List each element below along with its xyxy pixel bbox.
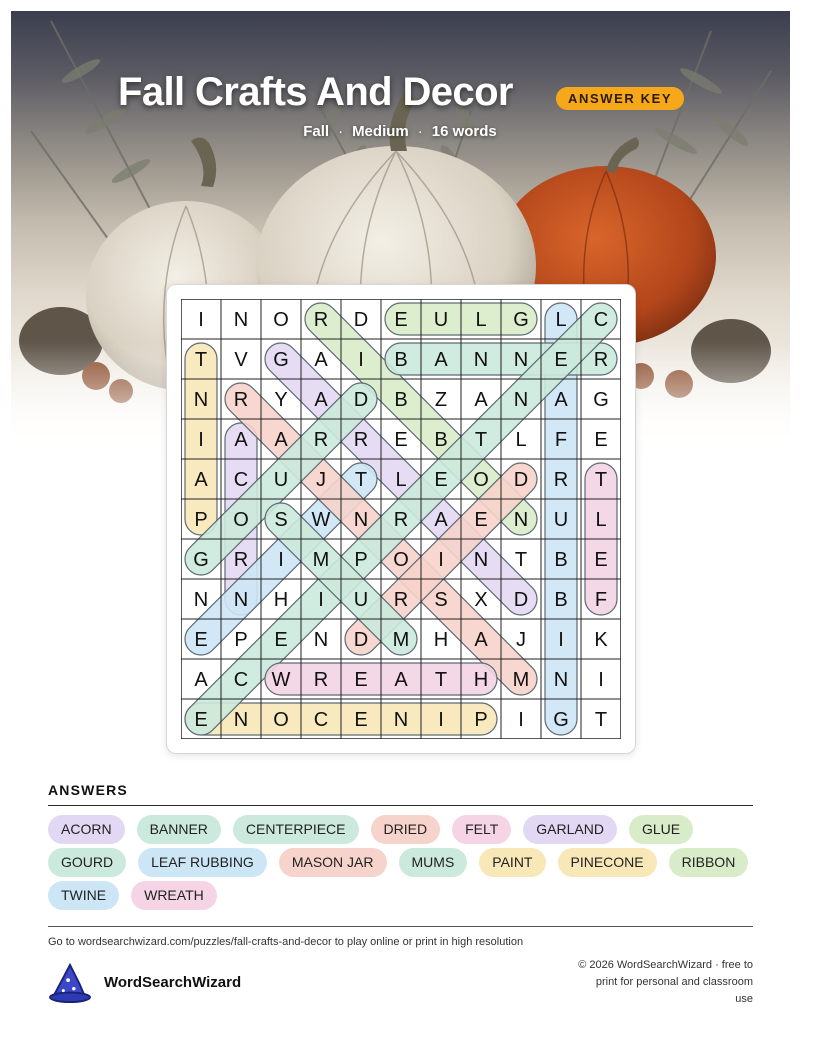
difficulty-label: Medium xyxy=(352,123,409,140)
answer-chip-garland: GARLAND xyxy=(523,815,617,844)
grid-letter: E xyxy=(394,309,408,331)
grid-letter: R xyxy=(353,429,369,451)
grid-letter: E xyxy=(354,669,368,691)
grid-letter: R xyxy=(393,589,409,611)
grid-letter: A xyxy=(394,669,408,691)
grid-letter: K xyxy=(594,629,608,651)
grid-letter: I xyxy=(558,629,564,651)
word-search-grid xyxy=(181,299,621,739)
grid-letter: J xyxy=(516,629,526,651)
grid-letter: H xyxy=(273,589,289,611)
grid-letter: C xyxy=(593,309,609,331)
answer-chip-banner: BANNER xyxy=(137,815,221,844)
grid-letter: A xyxy=(314,389,328,411)
grid-letter: E xyxy=(434,469,448,491)
answers-heading: ANSWERS xyxy=(48,782,128,798)
grid-letter: U xyxy=(433,309,449,331)
grid-letter: G xyxy=(513,309,529,331)
grid-letter: A xyxy=(314,349,328,371)
grid-letter: I xyxy=(198,309,204,331)
grid-letter: I xyxy=(598,669,604,691)
grid-letter: A xyxy=(434,349,448,371)
grid-letter: T xyxy=(434,669,448,691)
grid-letter: O xyxy=(473,469,489,491)
grid-letter: R xyxy=(233,389,249,411)
grid-letter: E xyxy=(554,349,568,371)
grid-letter: N xyxy=(193,589,209,611)
answer-chip-gourd: GOURD xyxy=(48,848,126,877)
answer-chip-twine: TWINE xyxy=(48,881,119,910)
grid-letter: I xyxy=(438,709,444,731)
grid-letter: T xyxy=(354,469,368,491)
grid-letter: L xyxy=(515,429,527,451)
divider xyxy=(48,926,753,927)
answer-chip-paint: PAINT xyxy=(479,848,545,877)
grid-letter: I xyxy=(198,429,204,451)
grid-letter: D xyxy=(513,589,529,611)
grid-letter: G xyxy=(273,349,289,371)
brand-name: WordSearchWizard xyxy=(104,974,242,991)
grid-letter: E xyxy=(474,509,488,531)
grid-letter: I xyxy=(518,709,524,731)
grid-letter: B xyxy=(554,549,568,571)
answer-chip-ribbon: RIBBON xyxy=(669,848,749,877)
grid-letter: C xyxy=(233,669,249,691)
grid-letter: N xyxy=(553,669,569,691)
grid-letter: M xyxy=(512,669,530,691)
grid-letter: B xyxy=(434,429,448,451)
grid-letter: F xyxy=(554,429,568,451)
grid-letter: C xyxy=(313,709,329,731)
grid-letter: H xyxy=(433,629,449,651)
copyright-text: © 2026 WordSearchWizard · free to print for personal and classroom use xyxy=(578,959,753,1005)
grid-letter: N xyxy=(473,549,489,571)
grid-letter: R xyxy=(313,669,329,691)
grid-letter: R xyxy=(593,349,609,371)
footer-link-text[interactable]: Go to wordsearchwizard.com/puzzles/fall-crafts-and-decor to play online or print in high resolution xyxy=(48,936,524,948)
grid-letter: E xyxy=(194,709,208,731)
grid-letter: R xyxy=(233,549,249,571)
puzzle-title: Fall Crafts And Decor xyxy=(118,70,513,114)
grid-letter: M xyxy=(312,549,330,571)
grid-letter: P xyxy=(354,549,368,571)
grid-letter: N xyxy=(313,629,329,651)
grid-letter: T xyxy=(474,429,488,451)
grid-letter: J xyxy=(316,469,326,491)
wizard-hat-icon xyxy=(46,963,94,1003)
grid-letter: P xyxy=(474,709,488,731)
grid-letter: C xyxy=(233,469,249,491)
answer-chip-acorn: ACORN xyxy=(48,815,125,844)
grid-letter: S xyxy=(434,589,448,611)
grid-letter: E xyxy=(354,709,368,731)
grid-letter: L xyxy=(395,469,407,491)
grid-letter: U xyxy=(553,509,569,531)
grid-letter: D xyxy=(353,629,369,651)
puzzle-meta: Fall · Medium · 16 words xyxy=(303,123,497,140)
grid-letter: I xyxy=(318,589,324,611)
grid-letter: O xyxy=(393,549,409,571)
grid-letter: R xyxy=(313,309,329,331)
grid-letter: N xyxy=(353,509,369,531)
category-label: Fall xyxy=(303,123,330,140)
grid-letter: Z xyxy=(434,389,448,411)
grid-letter: O xyxy=(233,509,249,531)
grid-letter: N xyxy=(473,349,489,371)
grid-letter: G xyxy=(593,389,609,411)
grid-letter: P xyxy=(234,629,248,651)
answer-chip-mason-jar: MASON JAR xyxy=(279,848,387,877)
grid-letter: D xyxy=(353,389,369,411)
grid-letter: T xyxy=(594,709,608,731)
grid-letter: O xyxy=(273,709,289,731)
grid-letter: D xyxy=(353,309,369,331)
grid-letter: M xyxy=(392,629,410,651)
grid-letter: A xyxy=(474,389,488,411)
grid-letter: I xyxy=(358,349,364,371)
grid-letter: R xyxy=(313,429,329,451)
grid-letter: X xyxy=(474,589,488,611)
grid-letter: B xyxy=(554,589,568,611)
grid-letter: A xyxy=(194,469,208,491)
answer-chips xyxy=(48,815,758,910)
grid-letter: E xyxy=(594,429,608,451)
grid-letter: N xyxy=(513,509,529,531)
grid-letter: A xyxy=(194,669,208,691)
grid-letter: O xyxy=(273,309,289,331)
grid-letter: A xyxy=(474,629,488,651)
grid-letter: L xyxy=(555,309,567,331)
grid-letter: N xyxy=(233,709,249,731)
grid-letter: N xyxy=(513,349,529,371)
grid-letter: D xyxy=(513,469,529,491)
grid-letter: S xyxy=(274,509,288,531)
grid-letter: G xyxy=(193,549,209,571)
grid-letter: A xyxy=(434,509,448,531)
grid-letter: A xyxy=(274,429,288,451)
answer-chip-pinecone: PINECONE xyxy=(558,848,657,877)
grid-letter: R xyxy=(393,509,409,531)
grid-letter: I xyxy=(438,549,444,571)
grid-letter: A xyxy=(234,429,248,451)
grid-letter: E xyxy=(394,429,408,451)
grid-letter: N xyxy=(233,309,249,331)
grid-letter: P xyxy=(194,509,208,531)
answer-chip-centerpiece: CENTERPIECE xyxy=(233,815,359,844)
answer-chip-leaf-rubbing: LEAF RUBBING xyxy=(138,848,267,877)
answer-chip-felt: FELT xyxy=(452,815,511,844)
grid-letter: T xyxy=(194,349,208,371)
grid-letter: R xyxy=(553,469,569,491)
grid-letter: Y xyxy=(274,389,288,411)
answer-chip-mums: MUMS xyxy=(399,848,468,877)
grid-letter: W xyxy=(271,669,291,691)
grid-letter: W xyxy=(311,509,331,531)
answer-chip-wreath: WREATH xyxy=(131,881,217,910)
grid-letter: T xyxy=(594,469,608,491)
grid-letter: N xyxy=(233,589,249,611)
answer-key-badge: ANSWER KEY xyxy=(556,87,684,110)
grid-letter: E xyxy=(594,549,608,571)
grid-letter: G xyxy=(553,709,569,731)
grid-letter: L xyxy=(595,509,607,531)
grid-letter: U xyxy=(273,469,289,491)
grid-letter: B xyxy=(394,349,408,371)
grid-letter: A xyxy=(554,389,568,411)
grid-letter: H xyxy=(473,669,489,691)
grid-letter: I xyxy=(278,549,284,571)
grid-letter: N xyxy=(513,389,529,411)
grid-letter: U xyxy=(353,589,369,611)
grid-letter: L xyxy=(475,309,487,331)
grid-letter: F xyxy=(594,589,608,611)
grid-letter: T xyxy=(514,549,528,571)
grid-letter: E xyxy=(274,629,288,651)
divider xyxy=(48,805,753,806)
answer-chip-dried: DRIED xyxy=(371,815,441,844)
grid-letter: E xyxy=(194,629,208,651)
grid-letter: V xyxy=(234,349,248,371)
word-count-label: 16 words xyxy=(431,123,497,140)
grid-letter: B xyxy=(394,389,408,411)
grid-letter: N xyxy=(393,709,409,731)
answer-chip-glue: GLUE xyxy=(629,815,693,844)
grid-letter: N xyxy=(193,389,209,411)
